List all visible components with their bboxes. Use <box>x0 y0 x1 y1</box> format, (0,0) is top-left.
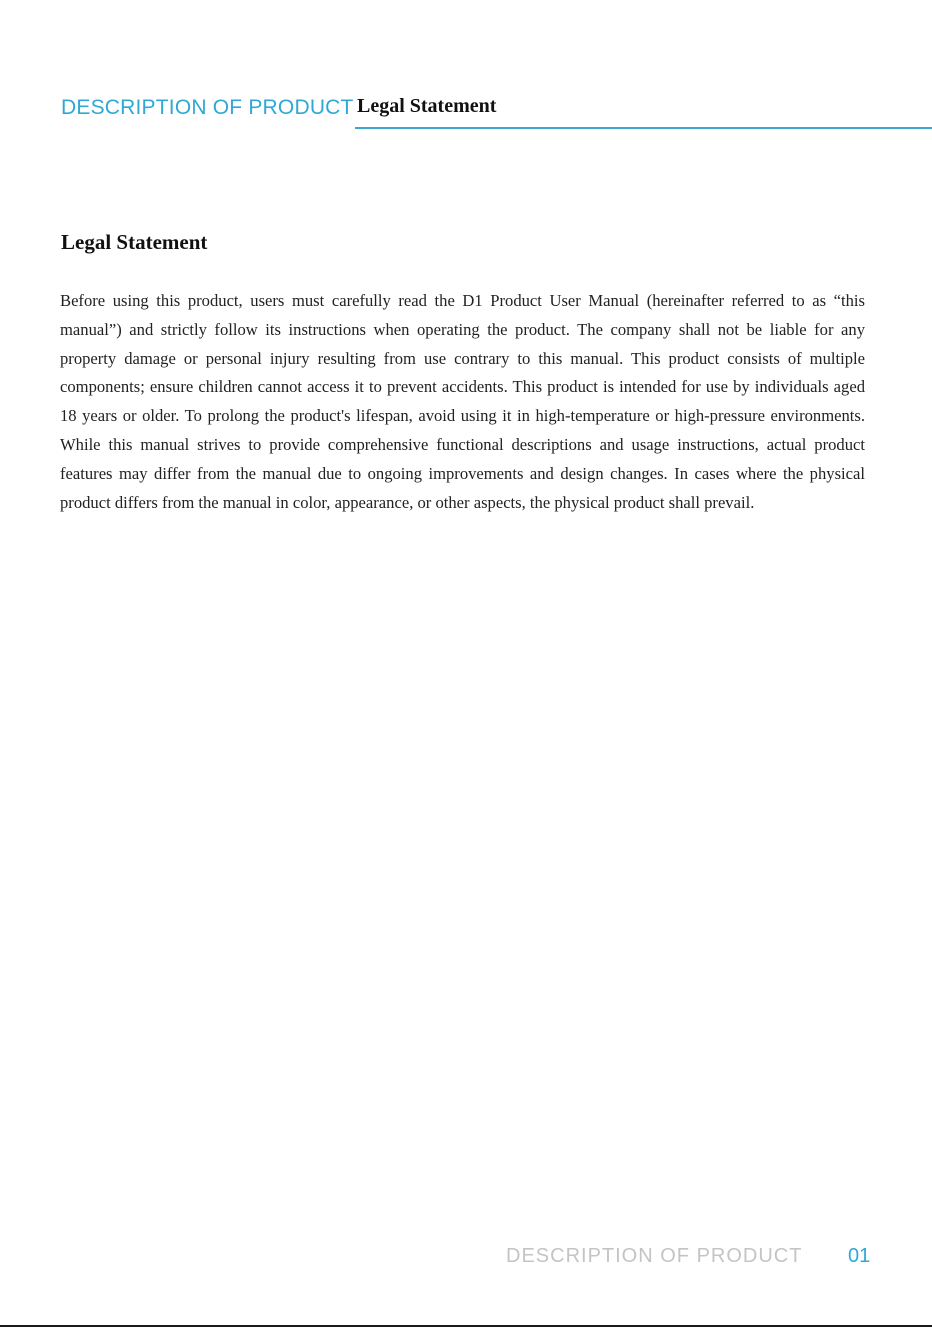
content-heading: Legal Statement <box>61 230 208 254</box>
header-divider <box>355 127 932 129</box>
header-section-label: DESCRIPTION OF PRODUCT <box>61 96 354 119</box>
footer-section-label: DESCRIPTION OF PRODUCT <box>506 1245 803 1267</box>
bottom-divider <box>0 1325 932 1327</box>
legal-statement-paragraph: Before using this product, users must carefully read the D1 Product User Manual (hereinafter referred to as “this manual”) and strictly follow its instructions when operating the product. The company shall not be liable for any property damage or personal injury resulting from use contrary to this manual. This product consists of multiple components; ensure children cannot access it to prevent accidents. This product is intended for use by individuals aged 18 years or older. To prolong the product's lifespan, avoid using it in high-temperature or high-pressure environments. While this manual strives to provide comprehensive functional descriptions and usage instructions, actual product features may differ from the manual due to ongoing improvements and design changes. In cases where the physical product differs from the manual in color, appearance, or other aspects, the physical product shall prevail. <box>60 291 865 512</box>
header-page-title: Legal Statement <box>357 95 497 117</box>
page-number: 01 <box>848 1245 871 1267</box>
